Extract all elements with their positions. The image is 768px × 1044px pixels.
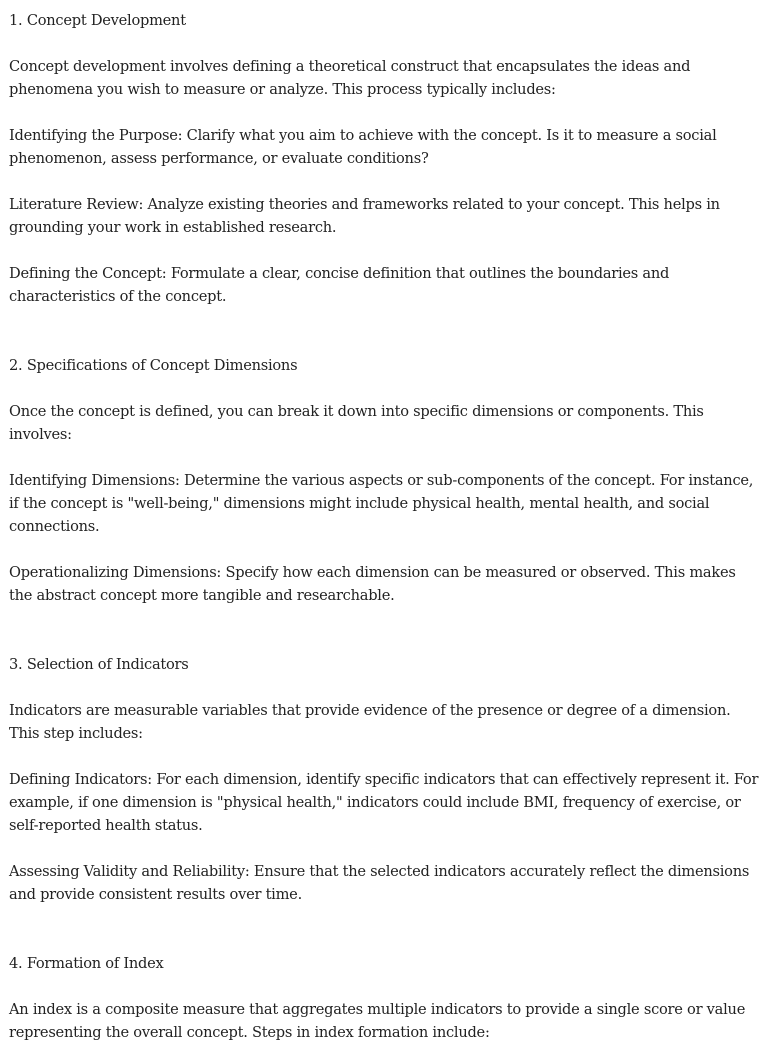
paragraph: Identifying Dimensions: Determine the various aspects or sub-components of the concept. For instance, if the concept is "well-being," dimensions might include physical health, mental health, and social connections. — [9, 472, 754, 535]
paragraph: Operationalizing Dimensions: Specify how each dimension can be measured or observed. This makes the abstract concept more tangible and researchable. — [9, 564, 736, 604]
paragraph: Concept development involves defining a theoretical construct that encapsulates the ideas and phenomena you wish to measure or analyze. This process typically includes: — [9, 58, 691, 98]
paragraph: Literature Review: Analyze existing theories and frameworks related to your concept. This helps in grounding your work in established research. — [9, 196, 720, 236]
paragraph: An index is a composite measure that aggregates multiple indicators to provide a single score or value representing the overall concept. Steps in index formation include: — [9, 1001, 746, 1041]
paragraph: Once the concept is defined, you can break it down into specific dimensions or components. This involves: — [9, 403, 704, 443]
section-heading-formation-of-index: 4. Formation of Index — [9, 955, 164, 972]
paragraph: Identifying the Purpose: Clarify what you aim to achieve with the concept. Is it to measure a social phenomenon, assess performance, or evaluate conditions? — [9, 127, 717, 167]
section-heading-concept-development: 1. Concept Development — [9, 12, 186, 29]
section-heading-concept-dimensions: 2. Specifications of Concept Dimensions — [9, 357, 298, 374]
paragraph: Indicators are measurable variables that provide evidence of the presence or degree of a dimension. This step includes: — [9, 702, 731, 742]
paragraph: Defining the Concept: Formulate a clear, concise definition that outlines the boundaries and characteristics of the concept. — [9, 265, 670, 305]
document-body — [9, 9, 759, 1044]
section-heading-selection-of-indicators: 3. Selection of Indicators — [9, 656, 189, 673]
paragraph: Defining Indicators: For each dimension, identify specific indicators that can effectively represent it. For example, if one dimension is "physical health," indicators could include BMI, frequency of exercise, or self-reported health status. — [9, 771, 759, 834]
paragraph: Assessing Validity and Reliability: Ensure that the selected indicators accurately reflect the dimensions and provide consistent results over time. — [9, 863, 750, 903]
